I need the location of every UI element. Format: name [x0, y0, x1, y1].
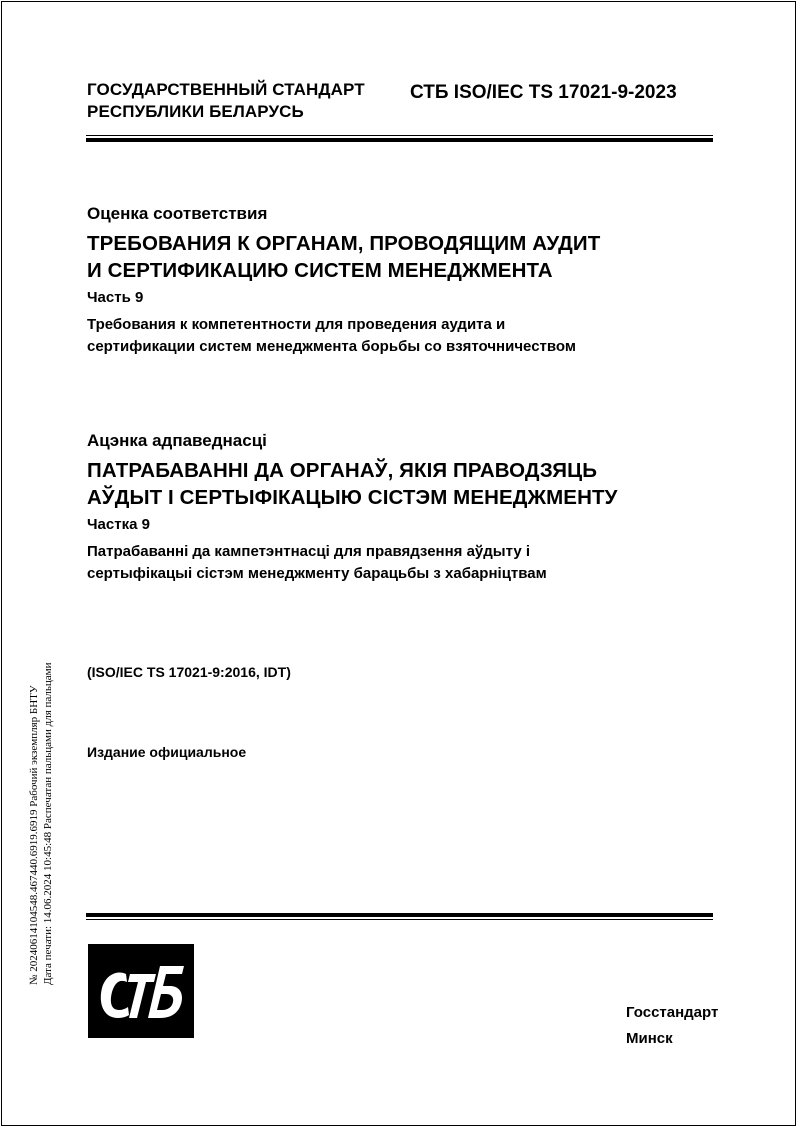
russian-subtitle	[87, 314, 727, 358]
publisher	[626, 1000, 718, 1052]
header-rule-thin	[86, 135, 713, 136]
belarusian-title-line1: ПАТРАБАВАННІ ДА ОРГАНАЎ, ЯКІЯ ПРАВОДЗЯЦЬ	[87, 459, 598, 482]
russian-part: Часть 9	[87, 289, 144, 306]
standard-designation: СТБ ISO/IEC TS 17021-9-2023	[410, 82, 677, 103]
header-rule-thick	[86, 138, 713, 142]
footer-rule-thin	[86, 919, 713, 920]
side-stamp-line1: № 20240614104548.467440.6919.6919 Рабочий экземпляр БНТУ	[28, 685, 40, 985]
publisher-name: Госстандарт	[626, 1004, 719, 1021]
belarusian-subject: Ацэнка адпаведнасці	[87, 431, 267, 450]
russian-subtitle-line2: сертификации систем менеджмента борьбы со взяточничеством	[87, 338, 576, 355]
footer-rule-thick	[86, 913, 713, 917]
russian-title-line2: И СЕРТИФИКАЦИЮ СИСТЕМ МЕНЕДЖМЕНТА	[87, 259, 553, 282]
stb-logo	[88, 944, 194, 1038]
russian-subject: Оценка соответствия	[87, 204, 268, 223]
belarusian-title-block	[87, 430, 727, 585]
russian-title	[87, 230, 727, 284]
belarusian-subtitle-line2: сертыфікацыі сістэм менеджменту барацьбы з хабарніцтвам	[87, 565, 547, 582]
belarusian-subtitle	[87, 541, 727, 585]
edition-label: Издание официальное	[87, 744, 247, 760]
russian-title-line1: ТРЕБОВАНИЯ К ОРГАНАМ, ПРОВОДЯЩИМ АУДИТ	[87, 232, 601, 255]
belarusian-part: Частка 9	[87, 516, 150, 533]
standard-org-line2: РЕСПУБЛИКИ БЕЛАРУСЬ	[87, 102, 304, 121]
standard-org	[87, 79, 365, 123]
iso-reference: (ISO/IEC TS 17021-9:2016, IDT)	[87, 664, 291, 680]
publisher-city: Минск	[626, 1030, 673, 1047]
stb-logo-icon	[88, 944, 194, 1038]
belarusian-title	[87, 457, 727, 511]
belarusian-title-line2: АЎДЫТ І СЕРТЫФІКАЦЫЮ СІСТЭМ МЕНЕДЖМЕНТУ	[87, 486, 618, 509]
belarusian-subtitle-line1: Патрабаванні да кампетэнтнасці для правядзення аўдыту і	[87, 543, 530, 560]
side-stamp-line2: Дата печати: 14.06.2024 10:45:48 Распечатан пальцами для пальцами	[42, 662, 54, 985]
standard-org-line1: ГОСУДАРСТВЕННЫЙ СТАНДАРТ	[87, 80, 365, 99]
russian-title-block	[87, 203, 727, 358]
russian-subtitle-line1: Требования к компетентности для проведения аудита и	[87, 316, 506, 333]
